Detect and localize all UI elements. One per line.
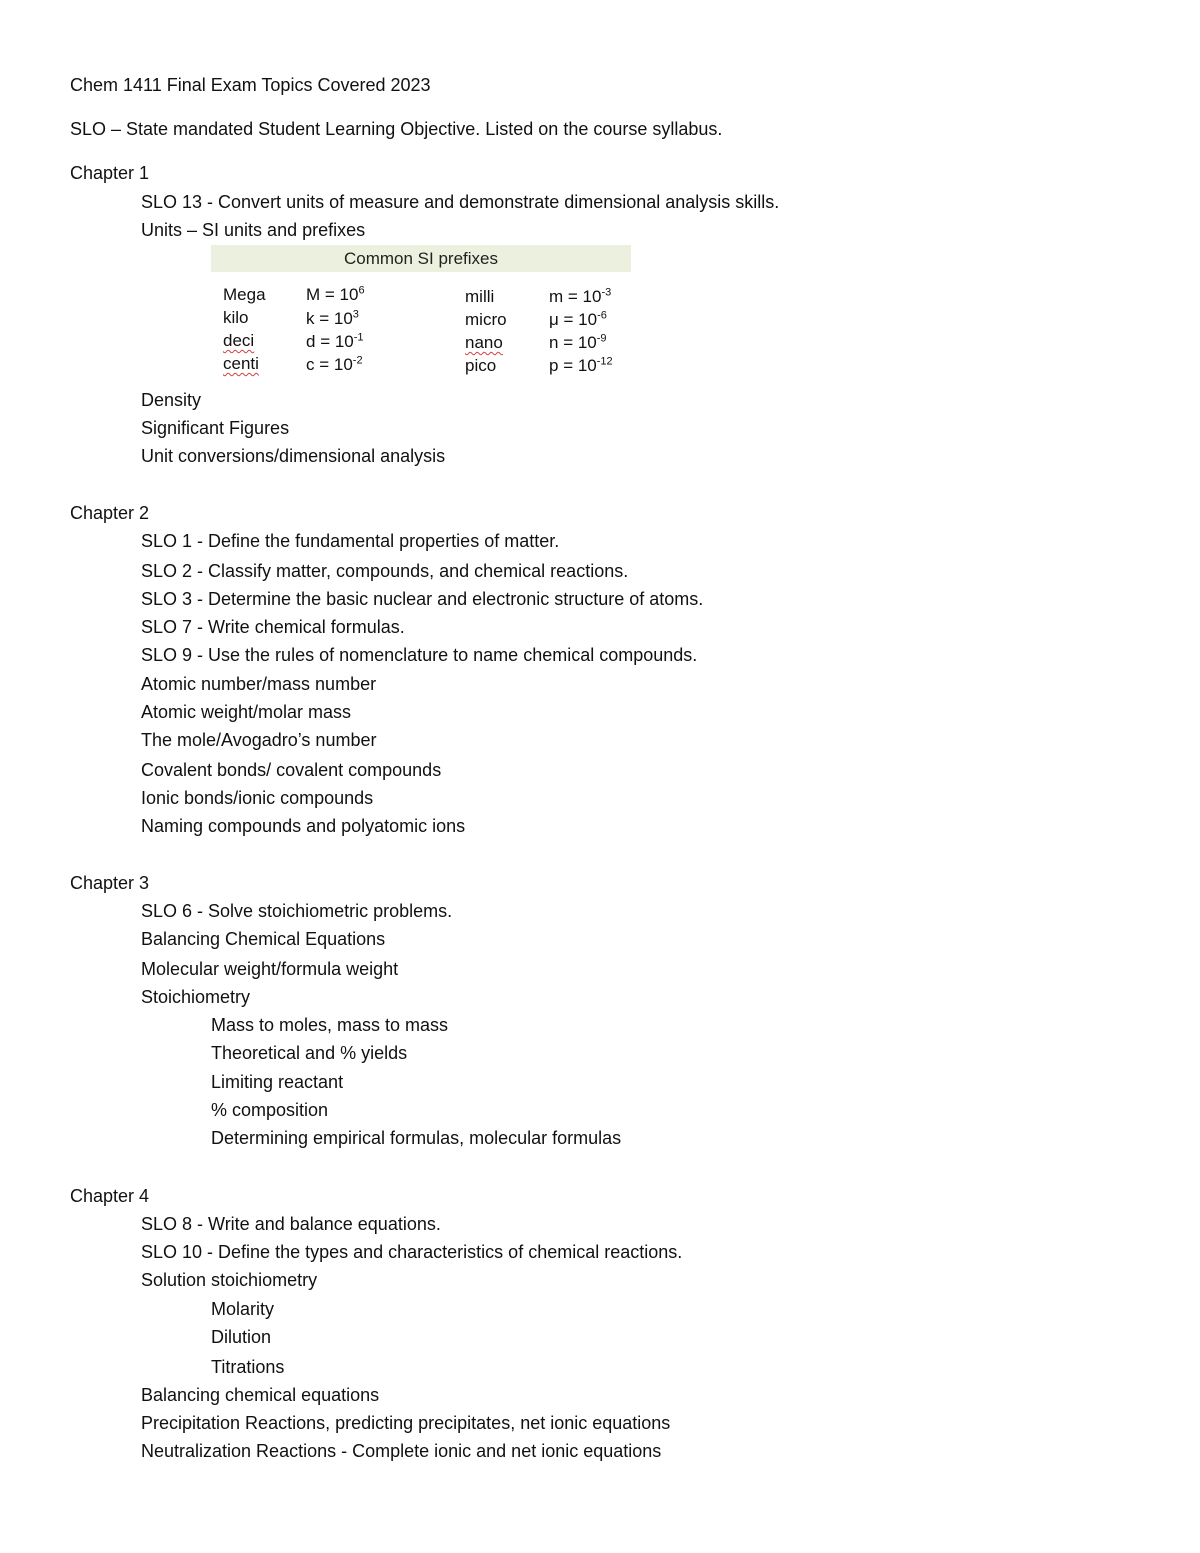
ch2-item: SLO 2 - Classify matter, compounds, and chemical reactions. xyxy=(141,561,629,581)
si-prefix-value: $\mu = 10^{-6}$ xyxy=(549,309,607,329)
ch3-item: Balancing Chemical Equations xyxy=(141,929,386,949)
si-prefix-value: $k = 10^3$ xyxy=(306,308,359,328)
si-prefix-value: $M = 10^6$ xyxy=(306,284,365,304)
slo-note: SLO – State mandated Student Learning Objective. Listed on the course syllabus. xyxy=(70,119,723,139)
si-prefix-name: Mega xyxy=(223,285,266,304)
ch2-item: Ionic bonds/ionic compounds xyxy=(141,788,374,808)
ch2-item: SLO 7 - Write chemical formulas. xyxy=(141,617,405,637)
si-prefix-name: centi xyxy=(223,354,259,373)
si-prefix-name: pico xyxy=(465,356,497,375)
ch2-item: SLO 1 - Define the fundamental properties of matter. xyxy=(141,531,560,551)
ch2-item: Atomic number/mass number xyxy=(141,674,377,694)
ch1-conversions: Unit conversions/dimensional analysis xyxy=(141,446,446,466)
ch1-units: Units – SI units and prefixes xyxy=(141,220,366,240)
ch1-density: Density xyxy=(141,390,202,410)
si-prefix-name: kilo xyxy=(223,308,249,327)
si-prefix-table xyxy=(211,245,631,375)
si-prefix-name: milli xyxy=(465,287,495,306)
ch3-item: SLO 6 - Solve stoichiometric problems. xyxy=(141,901,453,921)
si-prefix-name: micro xyxy=(465,310,507,329)
ch4-item: SLO 8 - Write and balance equations. xyxy=(141,1214,441,1234)
ch2-item: Atomic weight/molar mass xyxy=(141,702,352,722)
ch4-item: Solution stoichiometry xyxy=(141,1270,318,1290)
ch2-item: SLO 9 - Use the rules of nomenclature to name chemical compounds. xyxy=(141,645,698,665)
si-prefix-name: deci xyxy=(223,331,255,350)
si-prefix-name: nano xyxy=(465,333,503,352)
ch2-item: Covalent bonds/ covalent compounds xyxy=(141,760,442,780)
ch1-slo13: SLO 13 - Convert units of measure and demonstrate dimensional analysis skills. xyxy=(141,192,780,212)
ch1-sigfigs: Significant Figures xyxy=(141,418,290,438)
ch3-subitem: Limiting reactant xyxy=(211,1072,344,1092)
ch3-item: Stoichiometry xyxy=(141,987,251,1007)
ch4-item: Balancing chemical equations xyxy=(141,1385,380,1405)
chapter-2-heading: Chapter 2 xyxy=(70,503,150,523)
ch4-item: Neutralization Reactions - Complete ionic and net ionic equations xyxy=(141,1441,662,1461)
chapter-4-heading: Chapter 4 xyxy=(70,1186,150,1206)
ch4-subitem: Titrations xyxy=(211,1357,285,1377)
ch2-item: SLO 3 - Determine the basic nuclear and electronic structure of atoms. xyxy=(141,589,704,609)
ch3-subitem: Theoretical and % yields xyxy=(211,1043,408,1063)
chapter-3-heading: Chapter 3 xyxy=(70,873,150,893)
ch3-subitem: Determining empirical formulas, molecular formulas xyxy=(211,1128,622,1148)
ch3-subitem: Mass to moles, mass to mass xyxy=(211,1015,449,1035)
si-prefix-value: $d = 10^{-1}$ xyxy=(306,331,364,351)
ch4-item: Precipitation Reactions, predicting precipitates, net ionic equations xyxy=(141,1413,671,1433)
ch2-item: The mole/Avogadro’s number xyxy=(141,730,377,750)
ch3-subitem: % composition xyxy=(211,1100,329,1120)
si-prefix-value: $p = 10^{-12}$ xyxy=(549,355,613,375)
document-title: Chem 1411 Final Exam Topics Covered 2023 xyxy=(70,75,431,95)
ch4-subitem: Molarity xyxy=(211,1299,275,1319)
ch3-item: Molecular weight/formula weight xyxy=(141,959,399,979)
ch4-item: SLO 10 - Define the types and characteristics of chemical reactions. xyxy=(141,1242,683,1262)
ch2-item: Naming compounds and polyatomic ions xyxy=(141,816,466,836)
si-prefix-value: $m = 10^{-3}$ xyxy=(549,286,612,306)
ch4-subitem: Dilution xyxy=(211,1327,272,1347)
chapter-1-heading: Chapter 1 xyxy=(70,163,150,183)
si-prefix-value: $n = 10^{-9}$ xyxy=(549,332,607,352)
si-prefix-value: $c = 10^{-2}$ xyxy=(306,354,363,374)
si-table-header: Common SI prefixes xyxy=(211,245,631,272)
